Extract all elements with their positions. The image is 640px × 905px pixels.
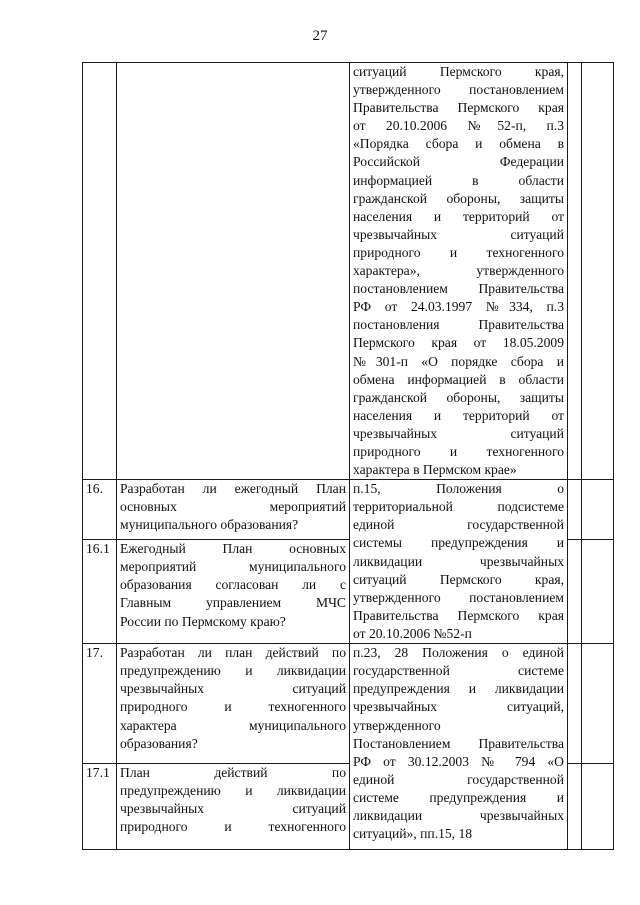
row-number-cell: 17. [83, 644, 117, 764]
text-line: природного и техногенного [120, 819, 346, 835]
text-line: РФ от 24.03.1997 №334, п.3 [353, 299, 564, 315]
text-line: предупреждения и ликвидации [353, 681, 564, 697]
text-line: от 20.10.2006 №52-п [353, 625, 472, 641]
text-line: Главным управлением МЧС [120, 595, 346, 611]
question-cell [117, 764, 350, 850]
text-line: системе предупреждения и [353, 789, 564, 805]
text-line: России по Пермскому краю? [120, 613, 286, 629]
text-line: ситуаций Пермского края, [353, 64, 564, 79]
text-line: государственной системе [353, 663, 564, 679]
text-line: муниципального образования? [120, 517, 299, 533]
text-line: Разработан ли ежегодный План [120, 481, 346, 497]
text-line: характера муниципального [120, 717, 346, 733]
text-line: ликвидации чрезвычайных [353, 553, 564, 569]
text-line: «Порядка сбора и обмена в [353, 136, 564, 152]
text-line: обмена информацией в области [353, 371, 564, 387]
text-line: природного и техногенного [353, 443, 564, 459]
answer-yes-cell[interactable] [568, 764, 582, 850]
answer-yes-cell[interactable] [568, 540, 582, 644]
answer-no-cell[interactable] [582, 540, 614, 644]
text-line: Правительства Пермского края [353, 607, 564, 623]
text-line: образования согласован ли с [120, 577, 346, 593]
text-line: РФ от 30.12.2003 № 794 «О [353, 753, 564, 769]
text-line: утвержденного [353, 717, 441, 733]
answer-yes-cell[interactable] [568, 644, 582, 764]
text-line: Ежегодный План основных [120, 541, 346, 557]
text-line: утвержденного постановлением [353, 82, 564, 98]
answer-no-cell[interactable] [582, 480, 614, 540]
text-line: природного и техногенного [120, 699, 346, 715]
text-line: предупреждению и ликвидации [120, 783, 346, 799]
text-line: мероприятий муниципального [120, 559, 346, 575]
text-line: ликвидации чрезвычайных [353, 808, 564, 823]
text-line: основных мероприятий [120, 499, 346, 515]
row-number-cell: 17.1 [83, 764, 117, 850]
question-cell [117, 63, 350, 480]
text-line: территориальной подсистеме [353, 499, 564, 515]
text-line: Российской Федерации [353, 154, 564, 170]
text-line: характера», утвержденного [353, 263, 564, 279]
text-line: постановления Правительства [353, 317, 564, 333]
text-line: п.23, 28 Положения о единой [353, 645, 564, 661]
text-line: информацией в области [353, 172, 564, 188]
text-line: системы предупреждения и [353, 535, 564, 551]
text-line: чрезвычайных ситуаций [353, 425, 564, 441]
text-line: от 20.10.2006 №52-п, п.3 [353, 118, 564, 134]
question-cell [117, 540, 350, 644]
text-line: гражданской обороны, защиты [353, 389, 564, 405]
text-line: характера в Пермском крае» [353, 462, 517, 478]
reference-cell [350, 644, 568, 850]
text-line: гражданской обороны, защиты [353, 190, 564, 206]
text-line: Постановлением Правительства [353, 735, 564, 751]
text-line: утвержденного постановлением [353, 589, 564, 605]
text-line: образования? [120, 735, 198, 751]
answer-no-cell[interactable] [582, 764, 614, 850]
text-line: единой государственной [353, 771, 564, 787]
text-line: чрезвычайных ситуаций, [353, 699, 564, 715]
row-number-cell [83, 63, 117, 480]
text-line: п.15, Положения о [353, 481, 564, 497]
text-line: Пермского края от 18.05.2009 [353, 335, 564, 351]
question-cell [117, 644, 350, 764]
answer-no-cell[interactable] [582, 63, 614, 480]
text-line: План действий по [120, 765, 346, 781]
text-line: №301-п «О порядке сбора и [353, 353, 564, 369]
reference-cell [350, 63, 568, 480]
text-line: ситуаций», пп.15, 18 [353, 826, 473, 842]
question-cell [117, 480, 350, 540]
text-line: ситуаций Пермского края, [353, 571, 564, 587]
text-line: постановлением Правительства [353, 281, 564, 297]
answer-no-cell[interactable] [582, 644, 614, 764]
page-number: 27 [312, 28, 328, 44]
answer-yes-cell[interactable] [568, 63, 582, 480]
text-line: Правительства Пермского края [353, 100, 564, 116]
text-line: Разработан ли план действий по [120, 645, 346, 661]
text-line: предупреждению и ликвидации [120, 663, 346, 679]
table-row [83, 480, 614, 540]
text-line: природного и техногенного [353, 244, 564, 260]
text-line: единой государственной [353, 517, 564, 533]
text-line: населения и территорий от [353, 208, 564, 224]
checklist-table [82, 62, 614, 850]
table-row-continuation [83, 63, 614, 480]
row-number-cell: 16. [83, 480, 117, 540]
text-line: чрезвычайных ситуаций [120, 801, 346, 817]
text-line: населения и территорий от [353, 407, 564, 423]
answer-yes-cell[interactable] [568, 480, 582, 540]
text-line: чрезвычайных ситуаций [120, 681, 346, 697]
text-line: чрезвычайных ситуаций [353, 226, 564, 242]
reference-cell [350, 480, 568, 644]
row-number-cell: 16.1 [83, 540, 117, 644]
table-row [83, 644, 614, 764]
